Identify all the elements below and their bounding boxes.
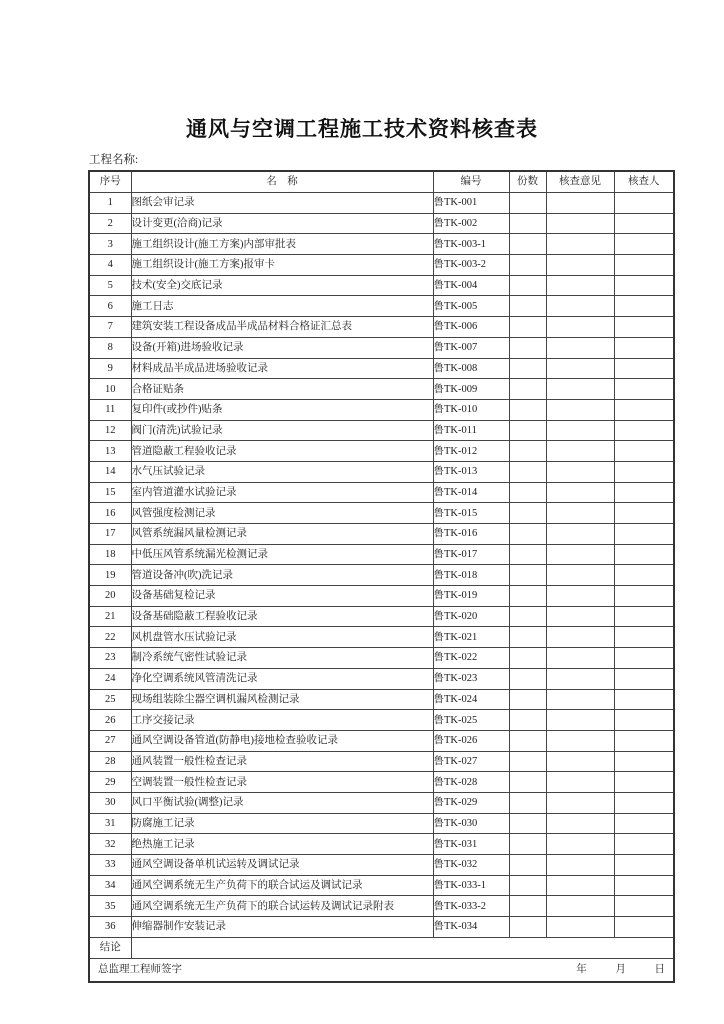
table-row (89, 648, 674, 669)
cell-verifier (614, 337, 674, 358)
cell-no: 12 (89, 420, 131, 441)
cell-copies (509, 379, 546, 400)
cell-opinion (546, 275, 614, 296)
cell-code: 鲁TK-029 (433, 792, 509, 813)
cell-opinion (546, 586, 614, 607)
cell-code: 鲁TK-011 (433, 420, 509, 441)
cell-copies (509, 648, 546, 669)
cell-no: 3 (89, 234, 131, 255)
table-row (89, 255, 674, 276)
cell-code: 鲁TK-024 (433, 689, 509, 710)
cell-opinion (546, 524, 614, 545)
cell-opinion (546, 917, 614, 938)
cell-verifier (614, 606, 674, 627)
cell-opinion (546, 420, 614, 441)
cell-copies (509, 193, 546, 214)
cell-no: 1 (89, 193, 131, 214)
cell-code: 鲁TK-003-2 (433, 255, 509, 276)
cell-name: 现场组装除尘器空调机漏风检测记录 (131, 689, 433, 710)
cell-copies (509, 255, 546, 276)
cell-no: 18 (89, 544, 131, 565)
cell-no: 28 (89, 751, 131, 772)
cell-name: 合格证贴条 (131, 379, 433, 400)
cell-opinion (546, 399, 614, 420)
col-header-code: 编号 (433, 171, 509, 193)
cell-no: 11 (89, 399, 131, 420)
cell-copies (509, 544, 546, 565)
cell-verifier (614, 275, 674, 296)
cell-name: 风管系统漏风量检测记录 (131, 524, 433, 545)
cell-no: 36 (89, 917, 131, 938)
table-row (89, 337, 674, 358)
cell-copies (509, 565, 546, 586)
table-row (89, 668, 674, 689)
cell-opinion (546, 668, 614, 689)
cell-no: 33 (89, 855, 131, 876)
cell-name: 施工组织设计(施工方案)内部审批表 (131, 234, 433, 255)
cell-code: 鲁TK-013 (433, 461, 509, 482)
cell-code: 鲁TK-022 (433, 648, 509, 669)
cell-name: 设备基础隐蔽工程验收记录 (131, 606, 433, 627)
cell-code: 鲁TK-005 (433, 296, 509, 317)
table-row (89, 234, 674, 255)
cell-copies (509, 689, 546, 710)
cell-no: 19 (89, 565, 131, 586)
cell-code: 鲁TK-006 (433, 317, 509, 338)
cell-verifier (614, 461, 674, 482)
date-day-label: 日 (654, 964, 665, 976)
cell-verifier (614, 855, 674, 876)
cell-opinion (546, 813, 614, 834)
cell-verifier (614, 296, 674, 317)
table-row (89, 730, 674, 751)
cell-verifier (614, 751, 674, 772)
cell-name: 室内管道灌水试验记录 (131, 482, 433, 503)
cell-no: 5 (89, 275, 131, 296)
cell-code: 鲁TK-009 (433, 379, 509, 400)
table-row (89, 710, 674, 731)
cell-opinion (546, 606, 614, 627)
table-row (89, 358, 674, 379)
cell-name: 伸缩器制作安装记录 (131, 917, 433, 938)
cell-name: 防腐施工记录 (131, 813, 433, 834)
cell-no: 7 (89, 317, 131, 338)
project-name-label: 工程名称: (89, 154, 139, 166)
table-row (89, 875, 674, 896)
cell-name: 施工组织设计(施工方案)报审卡 (131, 255, 433, 276)
cell-name: 技术(安全)交底记录 (131, 275, 433, 296)
cell-copies (509, 792, 546, 813)
col-header-opinion: 核查意见 (546, 171, 614, 193)
cell-opinion (546, 834, 614, 855)
date-year-label: 年 (576, 964, 587, 976)
cell-verifier (614, 544, 674, 565)
cell-copies (509, 524, 546, 545)
cell-code: 鲁TK-033-1 (433, 875, 509, 896)
cell-code: 鲁TK-004 (433, 275, 509, 296)
table-row (89, 420, 674, 441)
cell-name: 通风装置一般性检查记录 (131, 751, 433, 772)
cell-name: 中低压风管系统漏光检测记录 (131, 544, 433, 565)
cell-verifier (614, 255, 674, 276)
cell-copies (509, 296, 546, 317)
cell-verifier (614, 379, 674, 400)
cell-code: 鲁TK-028 (433, 772, 509, 793)
cell-opinion (546, 710, 614, 731)
cell-opinion (546, 855, 614, 876)
cell-code: 鲁TK-026 (433, 730, 509, 751)
cell-no: 35 (89, 896, 131, 917)
col-header-name: 名 称 (131, 171, 433, 193)
cell-verifier (614, 834, 674, 855)
cell-opinion (546, 772, 614, 793)
cell-name: 通风空调设备管道(防静电)接地检查验收记录 (131, 730, 433, 751)
cell-verifier (614, 627, 674, 648)
cell-copies (509, 337, 546, 358)
cell-code: 鲁TK-025 (433, 710, 509, 731)
cell-name: 制冷系统气密性试验记录 (131, 648, 433, 669)
cell-no: 14 (89, 461, 131, 482)
cell-copies (509, 772, 546, 793)
table-row (89, 524, 674, 545)
cell-copies (509, 855, 546, 876)
cell-no: 16 (89, 503, 131, 524)
cell-opinion (546, 441, 614, 462)
cell-no: 6 (89, 296, 131, 317)
cell-copies (509, 813, 546, 834)
cell-name: 设计变更(洽商)记录 (131, 213, 433, 234)
cell-code: 鲁TK-031 (433, 834, 509, 855)
conclusion-row (89, 937, 674, 958)
table-row (89, 565, 674, 586)
conclusion-value (131, 937, 674, 958)
cell-name: 绝热施工记录 (131, 834, 433, 855)
cell-copies (509, 606, 546, 627)
table-row (89, 544, 674, 565)
cell-copies (509, 317, 546, 338)
cell-no: 27 (89, 730, 131, 751)
col-header-verifier: 核查人 (614, 171, 674, 193)
table-row (89, 296, 674, 317)
cell-name: 管道隐蔽工程验收记录 (131, 441, 433, 462)
cell-no: 17 (89, 524, 131, 545)
table-row (89, 896, 674, 917)
cell-copies (509, 213, 546, 234)
cell-opinion (546, 358, 614, 379)
cell-code: 鲁TK-015 (433, 503, 509, 524)
col-header-no: 序号 (89, 171, 131, 193)
cell-opinion (546, 296, 614, 317)
cell-verifier (614, 317, 674, 338)
cell-verifier (614, 772, 674, 793)
table-row (89, 482, 674, 503)
table-row (89, 792, 674, 813)
table-row (89, 751, 674, 772)
document-title: 通风与空调工程施工技术资料核查表 (186, 117, 538, 141)
cell-verifier (614, 689, 674, 710)
cell-name: 通风空调设备单机试运转及调试记录 (131, 855, 433, 876)
cell-no: 10 (89, 379, 131, 400)
cell-code: 鲁TK-017 (433, 544, 509, 565)
cell-name: 施工日志 (131, 296, 433, 317)
cell-name: 建筑安装工程设备成品半成品材料合格证汇总表 (131, 317, 433, 338)
table-row (89, 917, 674, 938)
cell-verifier (614, 482, 674, 503)
table-row (89, 586, 674, 607)
cell-name: 管道设备冲(吹)洗记录 (131, 565, 433, 586)
cell-name: 风机盘管水压试验记录 (131, 627, 433, 648)
cell-copies (509, 358, 546, 379)
cell-verifier (614, 524, 674, 545)
cell-copies (509, 586, 546, 607)
cell-code: 鲁TK-002 (433, 213, 509, 234)
cell-code: 鲁TK-008 (433, 358, 509, 379)
cell-code: 鲁TK-016 (433, 524, 509, 545)
checklist-table (88, 170, 675, 983)
table-row (89, 503, 674, 524)
cell-opinion (546, 255, 614, 276)
cell-copies (509, 503, 546, 524)
cell-verifier (614, 213, 674, 234)
cell-name: 通风空调系统无生产负荷下的联合试运及调试记录 (131, 875, 433, 896)
cell-no: 30 (89, 792, 131, 813)
cell-name: 水气压试验记录 (131, 461, 433, 482)
cell-code: 鲁TK-027 (433, 751, 509, 772)
cell-name: 净化空调系统风管清洗记录 (131, 668, 433, 689)
cell-no: 13 (89, 441, 131, 462)
cell-name: 图纸会审记录 (131, 193, 433, 214)
cell-verifier (614, 399, 674, 420)
cell-name: 设备(开箱)进场验收记录 (131, 337, 433, 358)
cell-verifier (614, 792, 674, 813)
cell-verifier (614, 234, 674, 255)
cell-no: 29 (89, 772, 131, 793)
cell-copies (509, 896, 546, 917)
cell-opinion (546, 896, 614, 917)
cell-opinion (546, 627, 614, 648)
cell-code: 鲁TK-030 (433, 813, 509, 834)
cell-name: 设备基础复检记录 (131, 586, 433, 607)
cell-verifier (614, 668, 674, 689)
cell-verifier (614, 648, 674, 669)
table-row (89, 275, 674, 296)
table-row (89, 855, 674, 876)
cell-verifier (614, 813, 674, 834)
table-row (89, 441, 674, 462)
cell-verifier (614, 441, 674, 462)
cell-copies (509, 751, 546, 772)
table-row (89, 772, 674, 793)
cell-copies (509, 420, 546, 441)
cell-no: 24 (89, 668, 131, 689)
cell-name: 风口平衡试验(调整)记录 (131, 792, 433, 813)
cell-code: 鲁TK-034 (433, 917, 509, 938)
cell-verifier (614, 917, 674, 938)
cell-no: 15 (89, 482, 131, 503)
cell-copies (509, 875, 546, 896)
signature-row (89, 958, 674, 982)
cell-code: 鲁TK-032 (433, 855, 509, 876)
cell-verifier (614, 896, 674, 917)
table-row (89, 627, 674, 648)
cell-copies (509, 482, 546, 503)
cell-opinion (546, 337, 614, 358)
cell-verifier (614, 358, 674, 379)
cell-no: 20 (89, 586, 131, 607)
cell-copies (509, 461, 546, 482)
cell-name: 通风空调系统无生产负荷下的联合试运转及调试记录附表 (131, 896, 433, 917)
conclusion-label: 结论 (89, 937, 131, 958)
date-fields (550, 964, 665, 975)
cell-name: 复印件(或抄件)贴条 (131, 399, 433, 420)
cell-copies (509, 668, 546, 689)
cell-copies (509, 834, 546, 855)
cell-verifier (614, 565, 674, 586)
cell-no: 25 (89, 689, 131, 710)
cell-code: 鲁TK-023 (433, 668, 509, 689)
signature-label: 总监理工程师签字 (98, 964, 182, 976)
table-row (89, 213, 674, 234)
cell-copies (509, 627, 546, 648)
table-row (89, 379, 674, 400)
cell-copies (509, 275, 546, 296)
cell-code: 鲁TK-019 (433, 586, 509, 607)
cell-no: 9 (89, 358, 131, 379)
cell-no: 8 (89, 337, 131, 358)
cell-copies (509, 399, 546, 420)
cell-opinion (546, 193, 614, 214)
cell-copies (509, 917, 546, 938)
cell-code: 鲁TK-018 (433, 565, 509, 586)
cell-name: 材料成品半成品进场验收记录 (131, 358, 433, 379)
cell-no: 22 (89, 627, 131, 648)
cell-code: 鲁TK-001 (433, 193, 509, 214)
table-row (89, 834, 674, 855)
cell-opinion (546, 461, 614, 482)
cell-opinion (546, 689, 614, 710)
table-row (89, 606, 674, 627)
cell-no: 31 (89, 813, 131, 834)
cell-opinion (546, 544, 614, 565)
cell-verifier (614, 730, 674, 751)
cell-no: 34 (89, 875, 131, 896)
cell-code: 鲁TK-012 (433, 441, 509, 462)
cell-verifier (614, 420, 674, 441)
cell-opinion (546, 730, 614, 751)
table-row (89, 813, 674, 834)
cell-opinion (546, 875, 614, 896)
cell-opinion (546, 792, 614, 813)
cell-code: 鲁TK-033-2 (433, 896, 509, 917)
cell-no: 21 (89, 606, 131, 627)
cell-code: 鲁TK-003-1 (433, 234, 509, 255)
cell-opinion (546, 648, 614, 669)
table-row (89, 399, 674, 420)
cell-opinion (546, 213, 614, 234)
cell-no: 32 (89, 834, 131, 855)
cell-opinion (546, 751, 614, 772)
cell-opinion (546, 379, 614, 400)
table-row (89, 689, 674, 710)
cell-code: 鲁TK-021 (433, 627, 509, 648)
cell-opinion (546, 234, 614, 255)
cell-opinion (546, 317, 614, 338)
col-header-copies: 份数 (509, 171, 546, 193)
cell-verifier (614, 710, 674, 731)
cell-name: 阀门(清洗)试验记录 (131, 420, 433, 441)
cell-code: 鲁TK-007 (433, 337, 509, 358)
cell-verifier (614, 586, 674, 607)
cell-no: 23 (89, 648, 131, 669)
cell-copies (509, 234, 546, 255)
date-month-label: 月 (615, 964, 626, 976)
table-row (89, 461, 674, 482)
cell-opinion (546, 503, 614, 524)
cell-name: 空调装置一般性检查记录 (131, 772, 433, 793)
cell-name: 风管强度检测记录 (131, 503, 433, 524)
cell-no: 26 (89, 710, 131, 731)
cell-copies (509, 710, 546, 731)
header-row (89, 171, 674, 193)
cell-name: 工序交接记录 (131, 710, 433, 731)
table-row (89, 317, 674, 338)
cell-code: 鲁TK-010 (433, 399, 509, 420)
cell-verifier (614, 503, 674, 524)
cell-copies (509, 730, 546, 751)
cell-opinion (546, 565, 614, 586)
cell-copies (509, 441, 546, 462)
cell-opinion (546, 482, 614, 503)
cell-no: 4 (89, 255, 131, 276)
table-row (89, 193, 674, 214)
cell-verifier (614, 193, 674, 214)
cell-no: 2 (89, 213, 131, 234)
cell-verifier (614, 875, 674, 896)
cell-code: 鲁TK-020 (433, 606, 509, 627)
cell-code: 鲁TK-014 (433, 482, 509, 503)
